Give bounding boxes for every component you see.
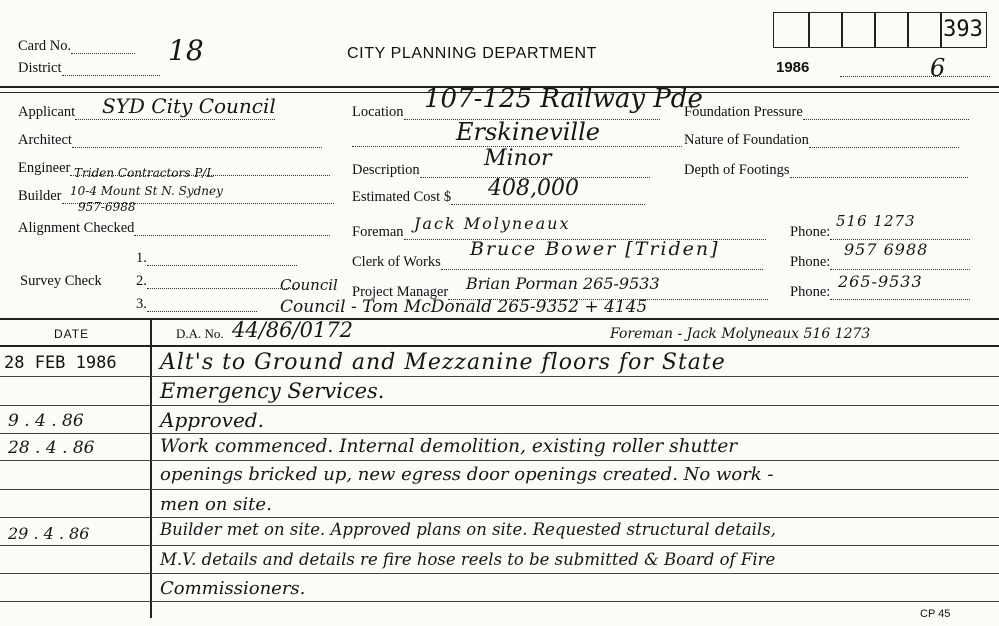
- cost-value: 408,000: [488, 176, 579, 201]
- clerk-value: Bruce Bower [Triden]: [470, 238, 720, 260]
- foundation-pressure-label: Foundation Pressure: [684, 104, 969, 120]
- phone-value-1: 516 1273: [836, 212, 916, 230]
- log-text: Work commenced. Internal demolition, existing roller shutter: [160, 436, 738, 457]
- log-text: men on site.: [160, 494, 272, 515]
- log-text: Alt's to Ground and Mezzanine floors for State: [160, 350, 726, 375]
- phone-label-1: Phone:: [790, 224, 970, 240]
- log-text: Emergency Services.: [160, 379, 385, 403]
- form-code: CP 45: [920, 608, 951, 620]
- builder-value-3: 957-6988: [78, 200, 136, 214]
- da-value: 44/86/0172: [232, 318, 354, 342]
- location-value-1: 107-125 Railway Pde: [424, 84, 703, 114]
- survey-1: 1.: [136, 250, 297, 266]
- date-column-header: DATE: [54, 327, 90, 341]
- log-date: 29 . 4 . 86: [8, 524, 90, 543]
- alignment-label: Alignment Checked: [18, 220, 330, 236]
- log-date: 9 . 4 . 86: [8, 411, 84, 431]
- location-value-2: Erskineville: [456, 118, 600, 146]
- survey-2: 2.: [136, 273, 297, 289]
- builder-label: Builder: [18, 188, 334, 204]
- phone-value-3: 265-9533: [838, 272, 923, 291]
- survey-label: Survey Check: [20, 273, 102, 289]
- architect-label: Architect: [18, 132, 322, 148]
- cost-label: Estimated Cost $: [352, 189, 645, 205]
- phone-label-2: Phone:: [790, 254, 970, 270]
- foreman-value: Jack Molyneaux: [414, 214, 571, 233]
- district-label: District: [18, 60, 160, 76]
- box-number: 393: [943, 17, 983, 42]
- description-label: Description: [352, 162, 650, 178]
- year-label: 1986: [776, 59, 810, 76]
- da-label: D.A. No.: [176, 326, 224, 341]
- builder-value-2: 10-4 Mount St N. Sydney: [70, 184, 223, 198]
- builder-value-1: Triden Contractors P/L: [74, 166, 215, 180]
- foreman-label: Foreman: [352, 224, 766, 240]
- card-no-label: Card No.: [18, 38, 135, 54]
- engineer-label: Engineer: [18, 160, 330, 176]
- foreman-note: Foreman - Jack Molyneaux 516 1273: [610, 326, 871, 342]
- description-value: Minor: [484, 146, 552, 171]
- year-dotline: [840, 76, 990, 77]
- location-label: Location: [352, 104, 660, 120]
- card-no-value: 18: [168, 34, 204, 67]
- pm-value: Brian Porman 265-9533: [466, 274, 660, 293]
- pm-prefix: Council: [280, 276, 338, 294]
- log-text: Approved.: [160, 408, 264, 432]
- log-text: M.V. details and details re fire hose reels to be submitted & Board of Fire: [160, 550, 776, 569]
- log-text: Builder met on site. Approved plans on site. Requested structural details,: [160, 520, 776, 539]
- pm-label: Project Manager: [352, 284, 768, 300]
- log-date: 28 . 4 . 86: [8, 438, 95, 458]
- applicant-label: Applicant: [18, 104, 275, 120]
- nature-foundation-label: Nature of Foundation: [684, 132, 959, 148]
- year-suffix: 6: [930, 54, 946, 82]
- log-text: Commissioners.: [160, 578, 306, 599]
- log-date: 28 FEB 1986: [4, 353, 117, 373]
- clerk-label: Clerk of Works: [352, 254, 763, 270]
- council-line: Council - Tom McDonald 265-9352 + 4145: [280, 297, 648, 317]
- department-title: CITY PLANNING DEPARTMENT: [347, 45, 597, 62]
- phone-value-2: 957 6988: [844, 240, 929, 259]
- applicant-value: SYD City Council: [102, 94, 276, 118]
- phone-label-3: Phone:: [790, 284, 970, 300]
- log-text: openings bricked up, new egress door openings created. No work -: [160, 464, 774, 485]
- depth-footings-label: Depth of Footings: [684, 162, 968, 178]
- survey-3: 3.: [136, 296, 257, 312]
- number-boxes: [773, 12, 987, 48]
